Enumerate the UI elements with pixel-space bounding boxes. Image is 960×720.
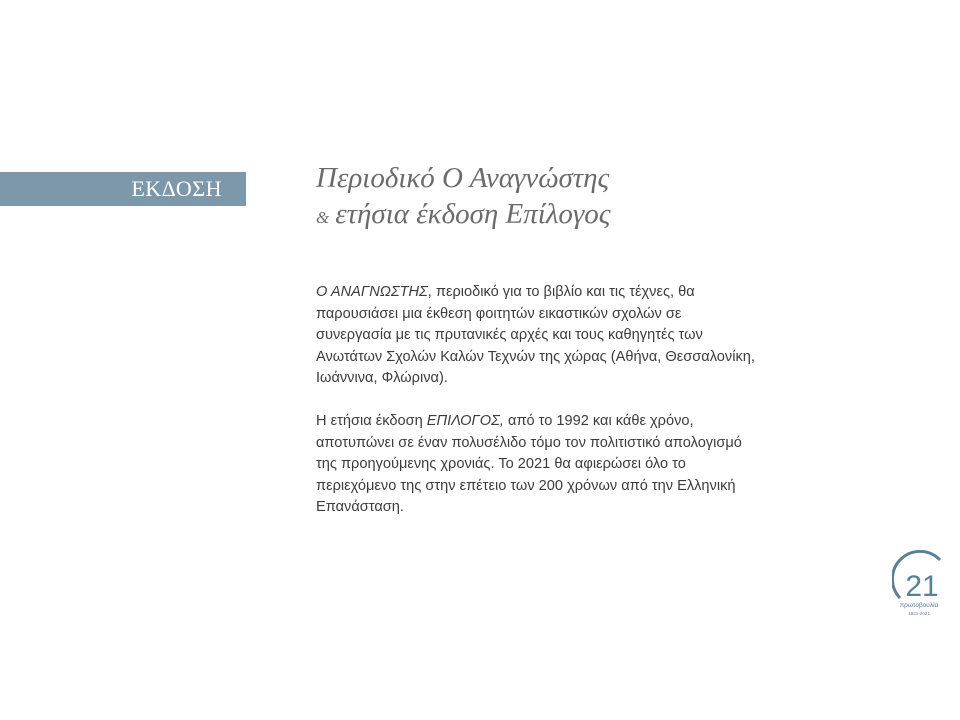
paragraph-line: Ανωτάτων Σχολών Καλών Τεχνών της χώρας (Αθήνα, Θεσσαλονίκη, xyxy=(316,348,755,365)
title-line-2-text: ετήσια έκδοση Επίλογος xyxy=(335,198,611,230)
logo-years: 1821-2021 xyxy=(908,611,930,616)
paragraph-line: Επανάσταση. xyxy=(316,499,404,515)
paragraph-line xyxy=(316,411,876,433)
title-line-1: Περιοδικό Ο Αναγνώστης xyxy=(316,162,610,194)
paragraph-reader xyxy=(316,282,876,390)
paragraph-epilogos xyxy=(316,411,876,519)
paragraph-line: περιεχόμενο της στην επέτειο των 200 χρόνων από την Ελληνική xyxy=(316,477,736,494)
section-tag-label: ΕΚΔΟΣΗ xyxy=(131,176,222,201)
magazine-name: Ο ΑΝΑΓΝΩΣΤΗΣ xyxy=(316,284,428,300)
logo-word: πρωτοβουλία xyxy=(899,602,939,609)
initiative-21-logo xyxy=(892,550,946,622)
logo-21-mark xyxy=(892,550,946,602)
paragraph-text: Η ετήσια έκδοση xyxy=(316,413,427,429)
paragraph-line: συνεργασία με τις πρυτανικές αρχές και τους καθηγητές των xyxy=(316,327,703,343)
paragraph-line: παρουσιάσει μια έκθεση φοιτητών εικαστικών σχολών σε xyxy=(316,305,682,322)
title-line-2 xyxy=(316,196,611,236)
section-tag xyxy=(0,172,246,206)
paragraph-line: της προηγούμενης χρονιάς. Το 2021 θα αφιερώσει όλο το xyxy=(316,456,686,472)
paragraph-line xyxy=(316,282,876,304)
paragraph-line: αποτυπώνει σε έναν πολυσέλιδο τόμο τον πολιτιστικό απολογισμό xyxy=(316,434,742,451)
page-title xyxy=(316,160,611,236)
logo-21-text: 21 xyxy=(905,570,939,602)
paragraph-text: από το 1992 και κάθε χρόνο, xyxy=(503,413,694,429)
title-ampersand: & xyxy=(316,208,330,227)
paragraph-text: , περιοδικό για το βιβλίο και τις τέχνες, θα xyxy=(427,284,695,300)
paragraph-line: Ιωάννινα, Φλώρινα). xyxy=(316,370,448,386)
body-text xyxy=(316,282,876,540)
annual-edition-name: ΕΠΙΛΟΓΟΣ, xyxy=(426,413,504,429)
